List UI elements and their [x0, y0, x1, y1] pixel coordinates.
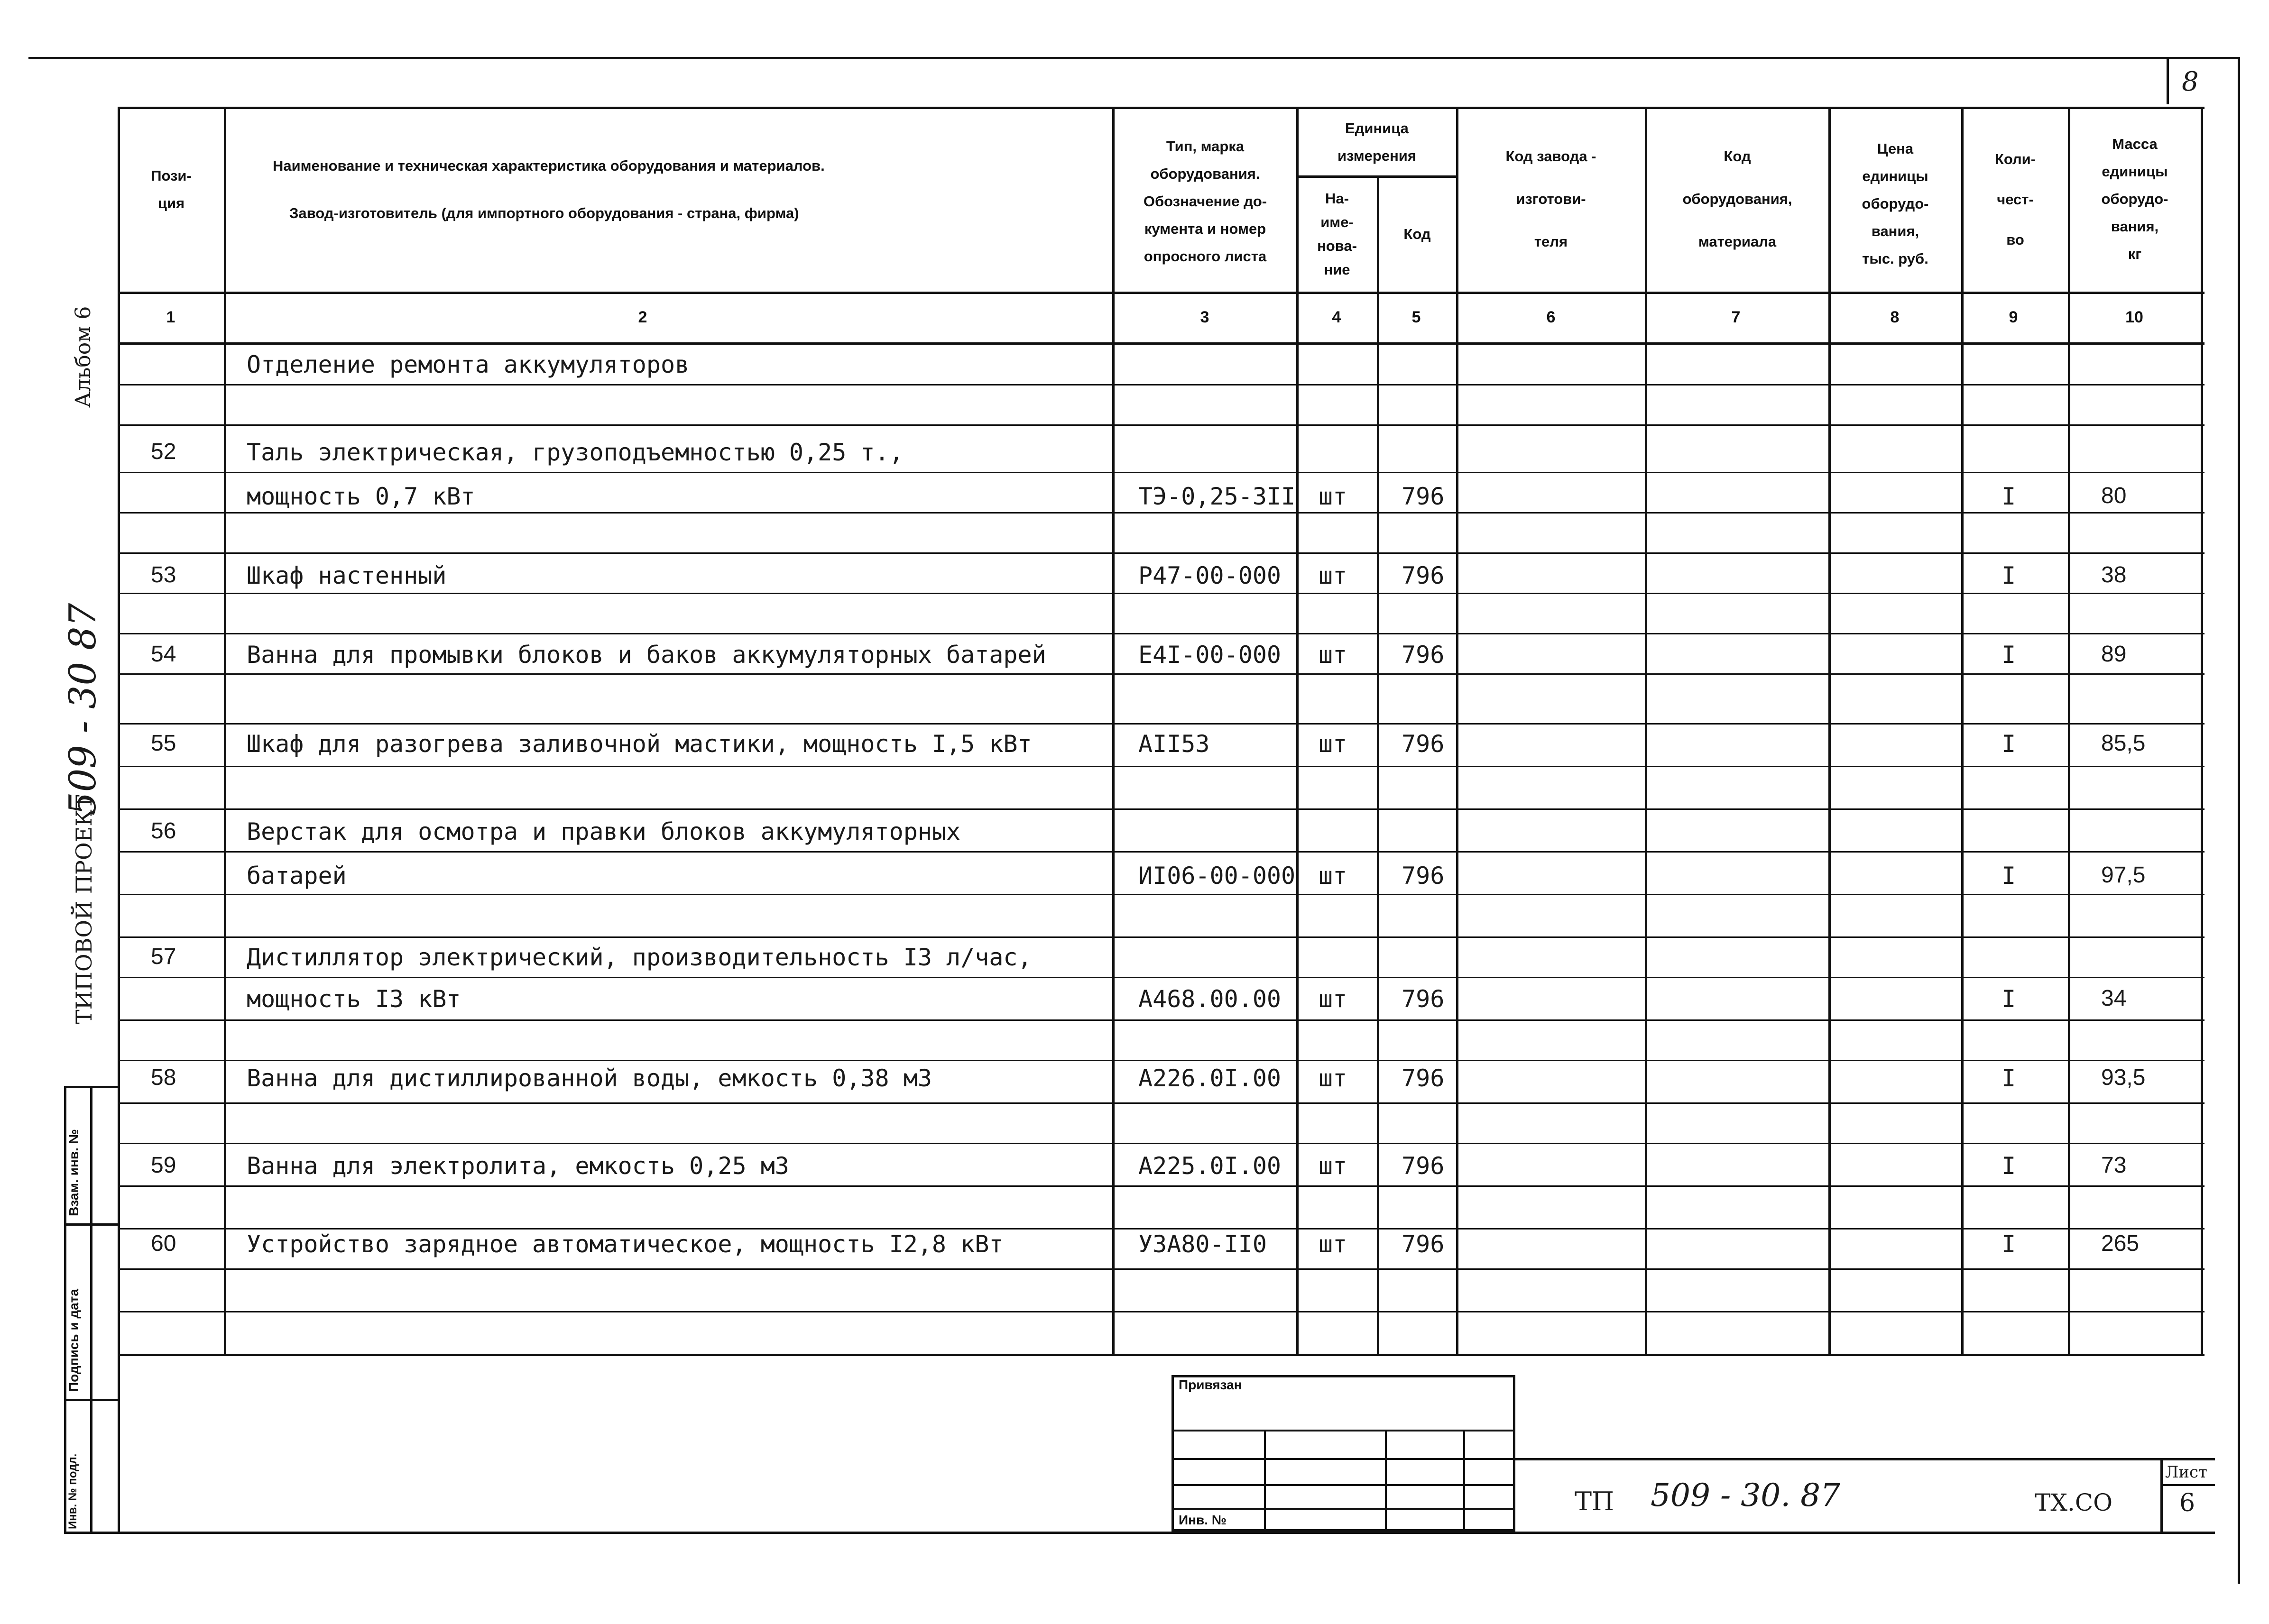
- row-mass: 85,5: [2101, 731, 2146, 756]
- row-line: [118, 1143, 2204, 1144]
- row-name-cont: мощность 0,7 кВт: [247, 483, 475, 510]
- header-name-line1: Наименование и техническая характеристика оборудования и материалов.: [273, 157, 825, 174]
- row-type: А468.00.00: [1138, 985, 1282, 1013]
- row-line: [118, 673, 2204, 675]
- row-line: [118, 808, 2204, 810]
- header-unit-group: Единица измерения: [1337, 120, 1416, 164]
- right-edge-line: [2238, 57, 2240, 1584]
- side-stamp-sep2: [64, 1399, 119, 1401]
- row-name: Шкаф настенный: [247, 562, 447, 589]
- row-qty: I: [2002, 562, 2016, 589]
- row-type: ИI06-00-000: [1138, 862, 1296, 890]
- row-line: [118, 1311, 2204, 1312]
- row-position: 58: [151, 1065, 176, 1090]
- corner-box-left: [2167, 57, 2169, 104]
- row-name: Верстак для осмотра и правки блоков аккумуляторных: [247, 818, 961, 845]
- row-qty: I: [2002, 1064, 2016, 1092]
- column-number: 1: [166, 308, 175, 326]
- unit-subheader-line: [1296, 175, 1457, 178]
- row-unit: шт: [1319, 730, 1347, 758]
- column-number: 2: [638, 308, 647, 326]
- col-line-10: [2201, 107, 2203, 1356]
- row-mass: 97,5: [2101, 862, 2146, 888]
- row-line: [118, 1268, 2204, 1270]
- inv-number-label: Инв. №: [1179, 1513, 1227, 1527]
- column-number: 4: [1332, 308, 1341, 326]
- row-qty: I: [2002, 1152, 2016, 1180]
- row-code: 796: [1402, 985, 1445, 1013]
- privyazan-label: Привязан: [1179, 1377, 1242, 1392]
- row-line: [118, 1060, 2204, 1061]
- row-line: [118, 1102, 2204, 1104]
- privyazan-vline3: [1463, 1430, 1465, 1532]
- row-line: [118, 384, 2204, 385]
- stamp-signature-date: Подпись и дата: [66, 1289, 81, 1392]
- row-mass: 93,5: [2101, 1065, 2146, 1090]
- privyazan-vline1: [1264, 1430, 1266, 1532]
- col-line-6: [1645, 107, 1647, 1356]
- row-name: Устройство зарядное автоматическое, мощность I2,8 кВт: [247, 1230, 1004, 1258]
- row-code: 796: [1402, 562, 1445, 589]
- row-unit: шт: [1319, 985, 1347, 1013]
- row-line: [118, 851, 2204, 853]
- side-project-label: ТИПОВОЙ ПРОЕКТ: [71, 795, 97, 1024]
- column-number: 9: [2009, 308, 2018, 326]
- col-line-9: [2068, 107, 2070, 1356]
- row-mass: 265: [2101, 1231, 2140, 1256]
- section-title: Отделение ремонта аккумуляторов: [247, 351, 690, 378]
- row-qty: I: [2002, 641, 2016, 669]
- row-code: 796: [1402, 1064, 1445, 1092]
- column-number: 7: [1731, 308, 1741, 326]
- row-code: 796: [1402, 862, 1445, 890]
- row-qty: I: [2002, 1230, 2016, 1258]
- column-number: 6: [1546, 308, 1556, 326]
- row-type: УЗА80-II0: [1138, 1230, 1267, 1258]
- row-unit: шт: [1319, 641, 1347, 669]
- row-position: 59: [151, 1153, 176, 1178]
- row-position: 53: [151, 562, 176, 587]
- col-line-1: [224, 107, 226, 1356]
- column-number: 5: [1411, 308, 1421, 326]
- col-line-0: [118, 107, 120, 1534]
- row-mass: 34: [2101, 986, 2127, 1011]
- col-line-7: [1828, 107, 1831, 1356]
- header-unit-name: На- име- нова- ние: [1317, 190, 1357, 278]
- row-qty: I: [2002, 862, 2016, 890]
- row-line: [118, 593, 2204, 594]
- row-name: Шкаф для разогрева заливочной мастики, мощность I,5 кВт: [247, 730, 1032, 758]
- header-plant-code: Код завода - изготови- теля: [1505, 148, 1596, 250]
- top-border-line: [28, 57, 2239, 59]
- row-mass: 38: [2101, 562, 2127, 587]
- row-unit: шт: [1319, 562, 1347, 589]
- sheet-box-mid: [2160, 1484, 2215, 1486]
- row-line: [118, 1228, 2204, 1229]
- stamp-replace-inv: Взам. инв. №: [66, 1129, 81, 1216]
- row-name: Ванна для электролита, емкость 0,25 м3: [247, 1152, 789, 1180]
- row-name: Ванна для промывки блоков и баков аккумуляторных батарей: [247, 641, 1046, 669]
- row-position: 56: [151, 818, 176, 844]
- side-stamp-sep1: [64, 1223, 119, 1226]
- header-unit-mass: Масса единицы оборудо- вания, кг: [2101, 136, 2168, 262]
- row-position: 55: [151, 731, 176, 756]
- col-line-3: [1296, 107, 1299, 1356]
- row-line: [118, 936, 2204, 938]
- title-block-top: [1515, 1458, 2215, 1460]
- col-line-2: [1112, 107, 1115, 1356]
- header-position: Пози- ция: [151, 167, 192, 211]
- row-code: 796: [1402, 1230, 1445, 1258]
- sheet-bottom-line: [66, 1532, 2215, 1534]
- album-label: Альбом 6: [71, 306, 95, 408]
- col-line-8: [1961, 107, 1964, 1356]
- row-code: 796: [1402, 483, 1445, 510]
- row-name-cont: батарей: [247, 862, 347, 890]
- table-top-line: [118, 107, 2204, 109]
- row-code: 796: [1402, 641, 1445, 669]
- header-unit-code: Код: [1403, 226, 1431, 242]
- row-position: 60: [151, 1231, 176, 1256]
- header-type: Тип, марка оборудования. Обозначение до- кумента и номер опросного листа: [1143, 138, 1267, 265]
- row-line: [118, 552, 2204, 554]
- sheet-corner-number: 8: [2182, 66, 2199, 97]
- sheet-number: 6: [2179, 1489, 2195, 1517]
- row-line: [118, 424, 2204, 426]
- row-line: [118, 766, 2204, 767]
- row-name: Таль электрическая, грузоподъемностью 0,25 т.,: [247, 439, 904, 466]
- row-name: Ванна для дистиллированной воды, емкость 0,38 м3: [247, 1064, 932, 1092]
- row-mass: 80: [2101, 483, 2127, 508]
- row-mass: 73: [2101, 1153, 2127, 1178]
- row-type: А225.0I.00: [1138, 1152, 1282, 1180]
- column-number: 3: [1200, 308, 1209, 326]
- row-line: [118, 1185, 2204, 1187]
- row-mass: 89: [2101, 642, 2127, 667]
- row-position: 52: [151, 439, 176, 464]
- row-line: [118, 977, 2204, 978]
- row-line: [118, 633, 2204, 634]
- column-number: 10: [2125, 308, 2143, 326]
- sheet-box-left: [2160, 1458, 2163, 1534]
- table-bottom-line: [118, 1354, 2204, 1356]
- row-type: ТЭ-0,25-3II: [1138, 483, 1296, 510]
- tp-label: ТП: [1575, 1486, 1614, 1516]
- row-type: Е4I-00-000: [1138, 641, 1282, 669]
- sheet-label: Лист: [2165, 1463, 2207, 1482]
- stamp-original-inv: Инв. № подл.: [66, 1453, 79, 1529]
- row-code: 796: [1402, 730, 1445, 758]
- header-name-line2: Завод-изготовитель (для импортного оборудования - страна, фирма): [289, 205, 799, 221]
- col-line-5: [1456, 107, 1458, 1356]
- row-code: 796: [1402, 1152, 1445, 1180]
- row-type: Р47-00-000: [1138, 562, 1282, 589]
- header-equipment-code: Код оборудования, материала: [1682, 148, 1792, 250]
- row-line: [118, 1019, 2204, 1021]
- column-number: 8: [1890, 308, 1900, 326]
- row-qty: I: [2002, 730, 2016, 758]
- document-number: 509 - 30. 87: [1651, 1477, 1841, 1514]
- row-name-cont: мощность I3 кВт: [247, 985, 461, 1013]
- document-mark: ТХ.СО: [2035, 1489, 2113, 1516]
- row-position: 57: [151, 944, 176, 969]
- row-position: 54: [151, 642, 176, 667]
- row-type: АII53: [1138, 730, 1210, 758]
- row-unit: шт: [1319, 1064, 1347, 1092]
- row-name: Дистиллятор электрический, производительность I3 л/час,: [247, 944, 1032, 971]
- row-line: [118, 894, 2204, 895]
- row-unit: шт: [1319, 1152, 1347, 1180]
- row-unit: шт: [1319, 483, 1347, 510]
- row-line: [118, 472, 2204, 473]
- row-type: А226.0I.00: [1138, 1064, 1282, 1092]
- row-qty: I: [2002, 483, 2016, 510]
- row-qty: I: [2002, 985, 2016, 1013]
- side-stamp-mid: [90, 1086, 92, 1534]
- row-unit: шт: [1319, 862, 1347, 890]
- colnum-bottom-line: [118, 342, 2204, 345]
- row-line: [118, 723, 2204, 725]
- row-unit: шт: [1319, 1230, 1347, 1258]
- row-line: [118, 512, 2204, 514]
- header-unit-price: Цена единицы оборудо- вания, тыс. руб.: [1862, 140, 1929, 267]
- header-quantity: Коли- чест- во: [1994, 150, 2036, 248]
- privyazan-vline2: [1385, 1430, 1387, 1532]
- header-bottom-line: [118, 292, 2204, 294]
- side-project-number: 509 - 30 87: [62, 603, 104, 816]
- side-stamp-top: [64, 1086, 119, 1088]
